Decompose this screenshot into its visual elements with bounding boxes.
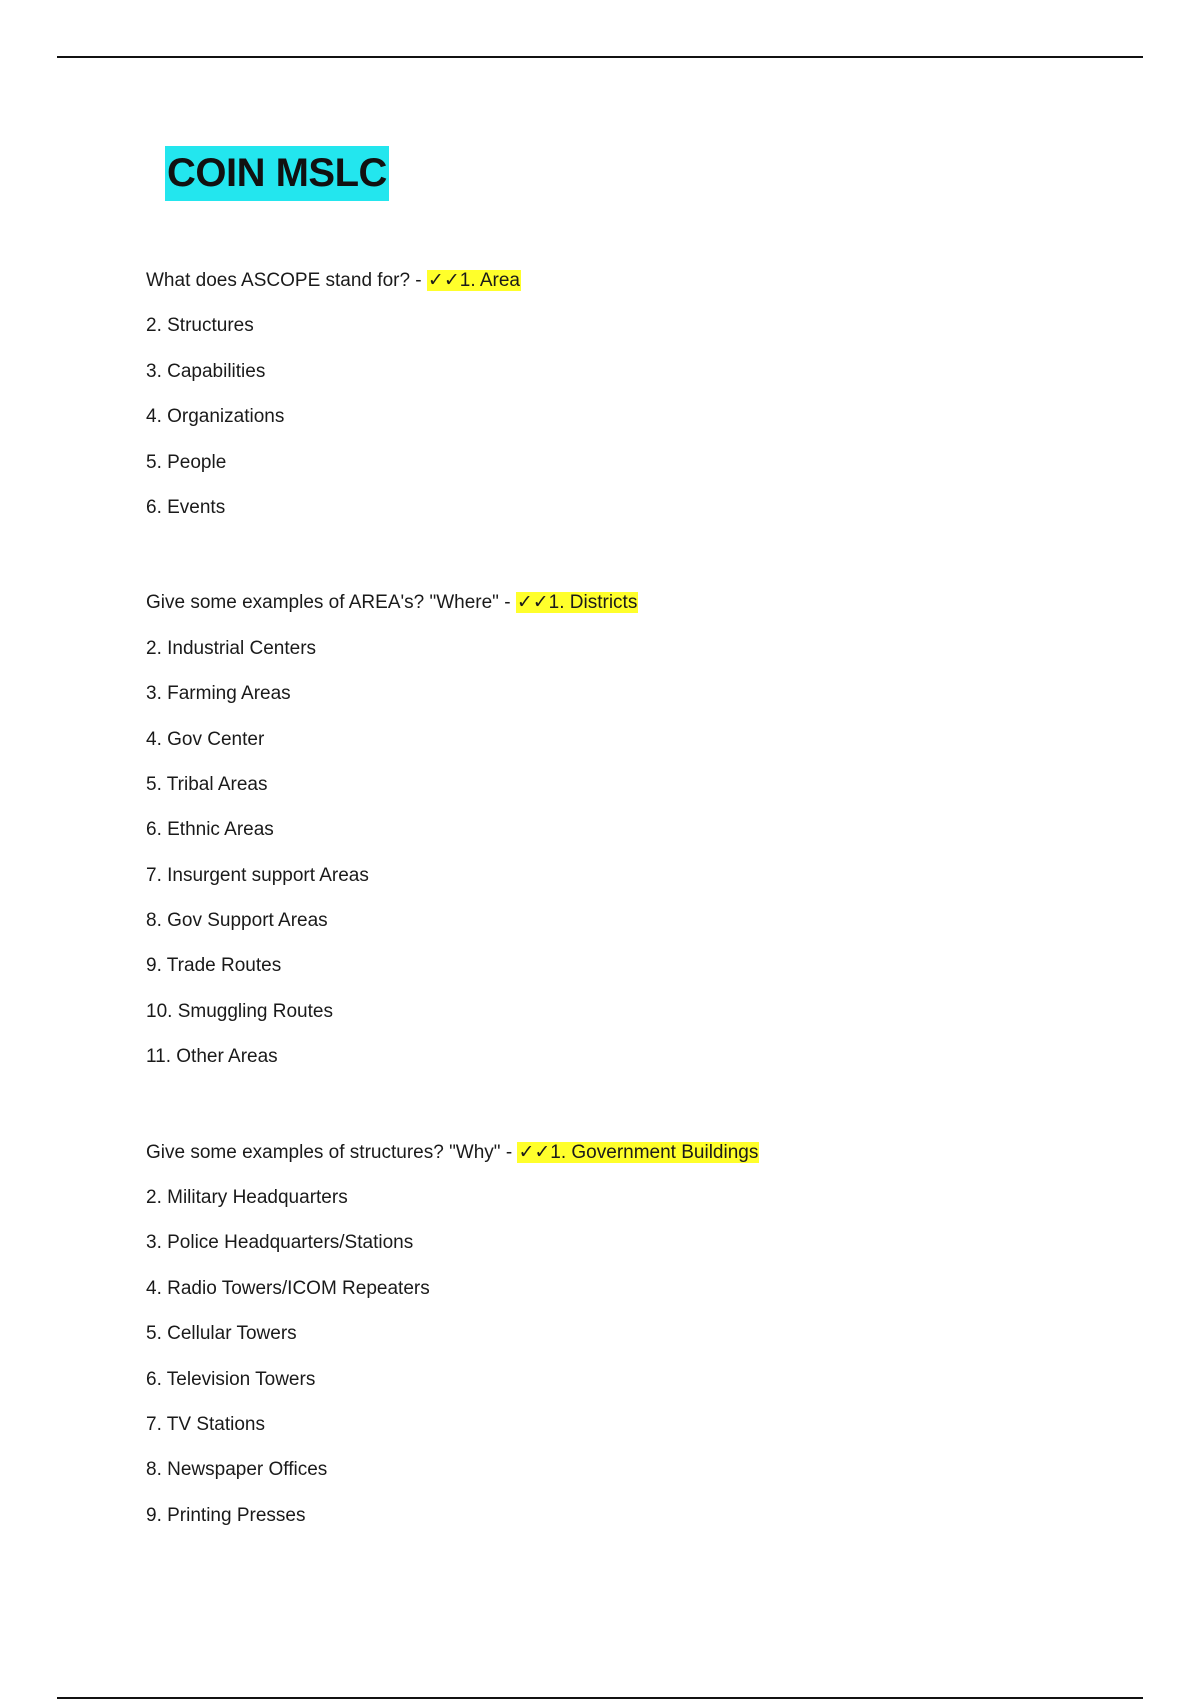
document-title: COIN MSLC bbox=[165, 146, 389, 201]
list-item: 5. Cellular Towers bbox=[146, 1323, 297, 1345]
list-item: 8. Newspaper Offices bbox=[146, 1459, 328, 1481]
question-block-areas bbox=[146, 588, 1146, 1087]
list-item: 4. Gov Center bbox=[146, 728, 265, 750]
spacer bbox=[146, 1088, 1146, 1138]
question-line bbox=[146, 588, 1146, 633]
question-prompt: Give some examples of AREA's? "Where" - bbox=[146, 592, 516, 614]
list-item: 2. Military Headquarters bbox=[146, 1187, 348, 1209]
bottom-rule bbox=[57, 1697, 1143, 1699]
list-item: 8. Gov Support Areas bbox=[146, 910, 328, 932]
question-block-structures bbox=[146, 1138, 1146, 1547]
list-item: 6. Television Towers bbox=[146, 1368, 316, 1390]
question-block-ascope bbox=[146, 266, 1146, 538]
list-item: 2. Industrial Centers bbox=[146, 637, 317, 659]
list-item: 7. TV Stations bbox=[146, 1413, 265, 1435]
list-item: 4. Radio Towers/ICOM Repeaters bbox=[146, 1277, 430, 1299]
list-item: 9. Printing Presses bbox=[146, 1504, 306, 1526]
list-item: 3. Farming Areas bbox=[146, 683, 291, 705]
list-item: 7. Insurgent support Areas bbox=[146, 864, 369, 886]
question-line bbox=[146, 1138, 1146, 1183]
list-item: 11. Other Areas bbox=[146, 1046, 278, 1068]
answer-highlight: ✓✓1. Districts bbox=[516, 592, 638, 614]
list-item: 2. Structures bbox=[146, 315, 254, 337]
list-item: 10. Smuggling Routes bbox=[146, 1000, 333, 1022]
answer-highlight: ✓✓1. Government Buildings bbox=[518, 1141, 759, 1163]
list-item: 3. Capabilities bbox=[146, 360, 266, 382]
list-item: 5. Tribal Areas bbox=[146, 773, 268, 795]
list-item: 5. People bbox=[146, 451, 227, 473]
list-item: 4. Organizations bbox=[146, 406, 285, 428]
list-item: 6. Ethnic Areas bbox=[146, 819, 274, 841]
title-block bbox=[165, 146, 389, 201]
question-prompt: What does ASCOPE stand for? - bbox=[146, 270, 427, 291]
question-prompt: Give some examples of structures? "Why" - bbox=[146, 1141, 518, 1163]
document-body bbox=[146, 266, 1146, 1546]
question-line bbox=[146, 266, 1146, 311]
list-item: 6. Events bbox=[146, 496, 226, 518]
list-item: 3. Police Headquarters/Stations bbox=[146, 1232, 414, 1254]
list-item: 9. Trade Routes bbox=[146, 955, 282, 977]
top-rule bbox=[57, 56, 1143, 58]
answer-highlight: ✓✓1. Area bbox=[427, 270, 520, 291]
spacer bbox=[146, 538, 1146, 588]
